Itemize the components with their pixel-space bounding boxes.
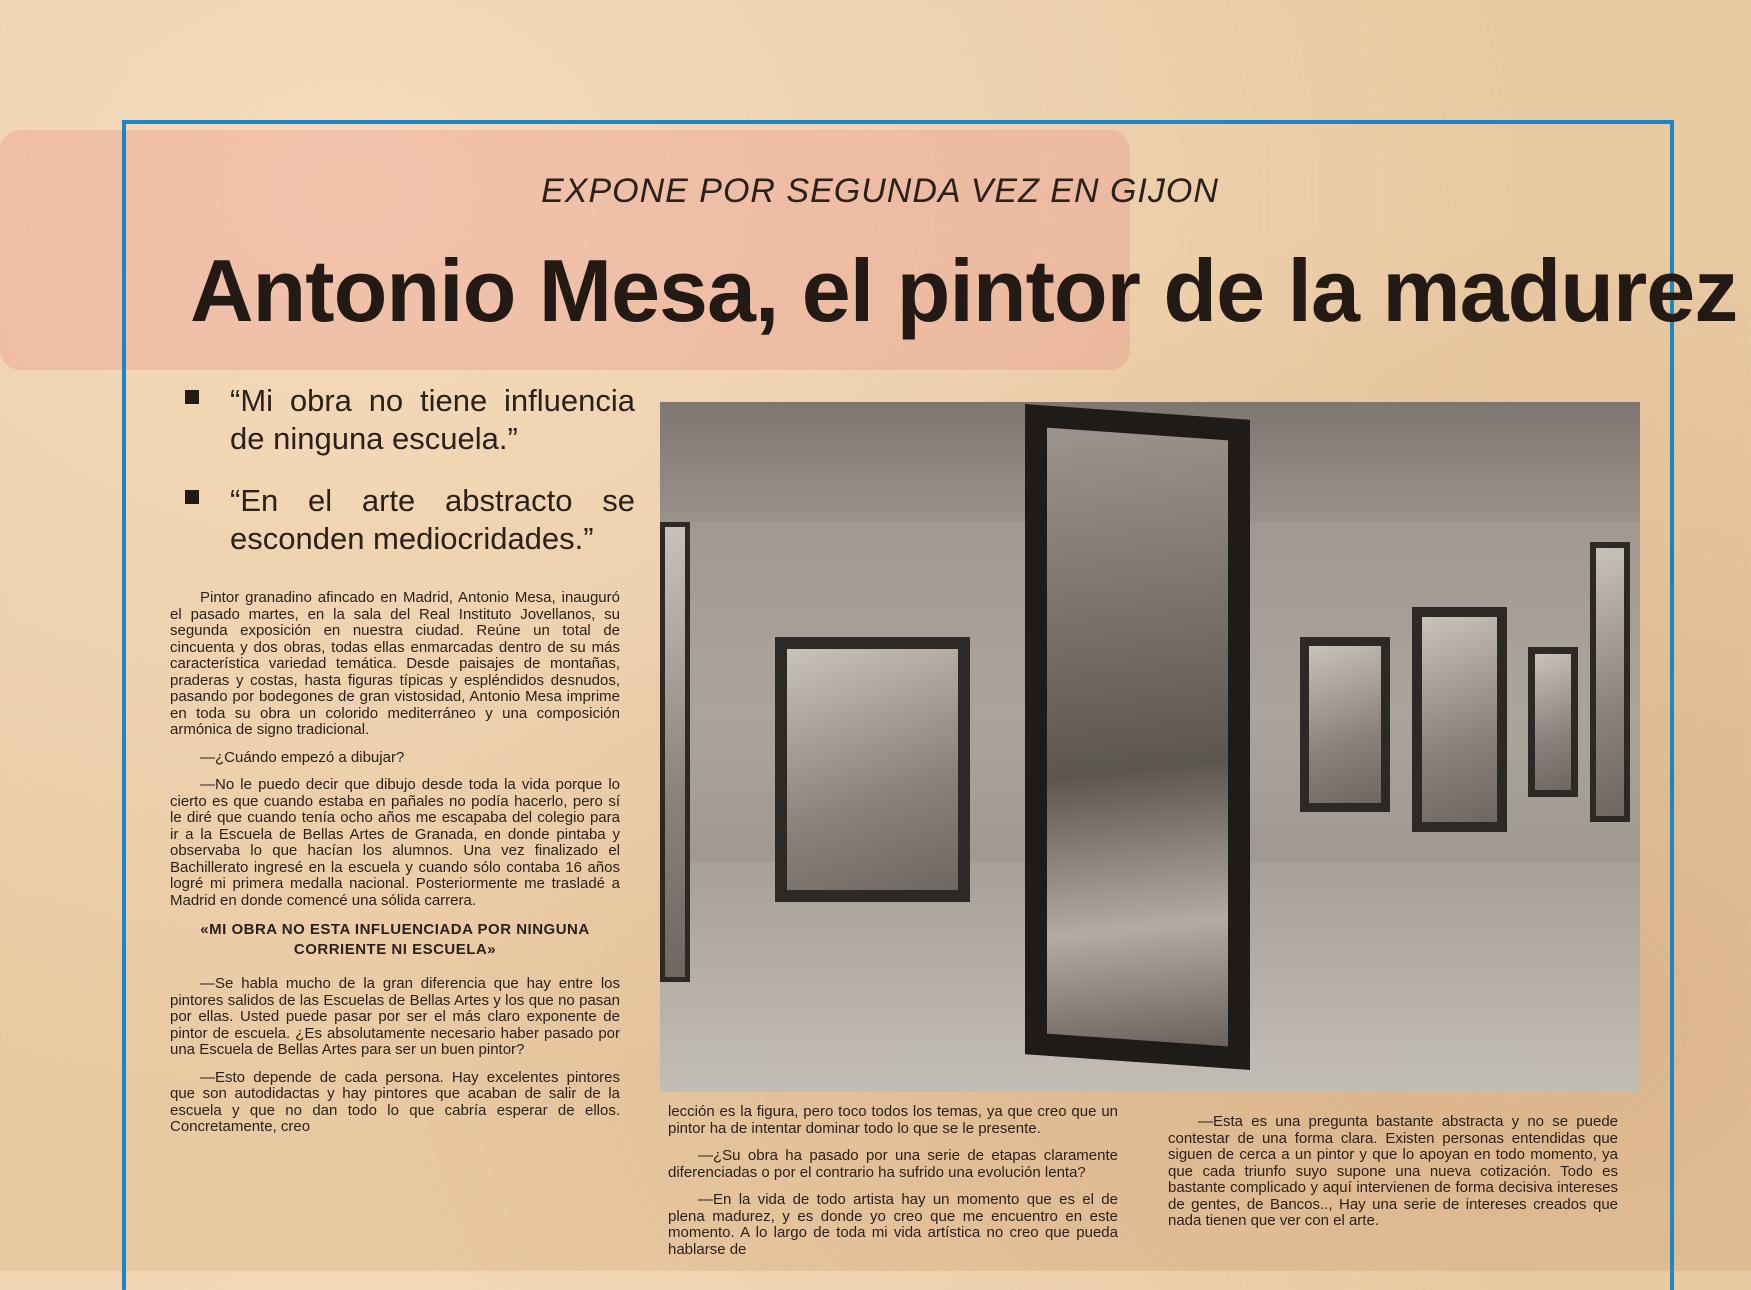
- article-column-2: [668, 1104, 1118, 1269]
- painting-frame: [660, 522, 690, 982]
- painting-frame: [1412, 607, 1507, 832]
- pull-quote-text: “En el arte abstracto se esconden mediocridades.”: [230, 483, 635, 556]
- section-subhead: «MI OBRA NO ESTA INFLUENCIADA POR NINGUNA CORRIENTE NI ESCUELA»: [200, 921, 590, 958]
- gallery-photo: [660, 402, 1640, 1092]
- headline: Antonio Mesa, el pintor de la madurez: [190, 241, 1738, 340]
- paragraph: —¿Su obra ha pasado por una serie de etapas claramente diferenciadas o por el contrario ha sufrido una evolución lenta?: [668, 1147, 1118, 1181]
- square-bullet-icon: [185, 490, 199, 504]
- painting-frame: [1300, 637, 1390, 812]
- article-column-1: [170, 590, 620, 1147]
- painting-frame: [1590, 542, 1630, 822]
- painting-frame-large: [1025, 404, 1250, 1070]
- painting-frame: [775, 637, 970, 902]
- kicker: EXPONE POR SEGUNDA VEZ EN GIJON: [541, 172, 1219, 210]
- article-column-3: [1168, 1114, 1618, 1241]
- paragraph: —Esta es una pregunta bastante abstracta y no se puede contestar de una forma clara. Existen personas entendidas que siguen de cerca a un pintor y que lo apoyan en todo momento, ya que cada triunfo suyo supone una nueva cotización. Todo es bastante complicado y aquí intervienen de forma decisiva intereses de gentes, de Bancos.., Hay una serie de intereses creados que nada tienen que ver con el arte.: [1168, 1113, 1618, 1229]
- pull-quotes: [175, 382, 635, 582]
- paragraph: —Se habla mucho de la gran diferencia que hay entre los pintores salidos de las Escuelas de Bellas Artes y los que no pasan por ellas. Usted puede pasar por ser el más claro exponente de pintor de escuela. ¿Es absolutamente necesario haber pasado por una Escuela de Bellas Artes para ser un buen pintor?: [170, 975, 620, 1058]
- paragraph: —No le puedo decir que dibujo desde toda la vida porque lo cierto es que cuando estaba en pañales no podía hacerlo, pero sí le diré que cuando tenía ocho años me escapaba del colegio para ir a la Escuela de Bellas Artes de Granada, en donde pintaba y observaba lo que hacían los alumnos. Una vez finalizado el Bachillerato ingresé en la escuela y cuando sólo contaba 16 años logré mi primera medalla nacional. Posteriormente me trasladé a Madrid en donde comencé una sólida carrera.: [170, 776, 620, 909]
- pull-quote: [175, 382, 635, 458]
- painting-frame: [1528, 647, 1578, 797]
- paragraph: —Esto depende de cada persona. Hay excelentes pintores que son autodidactas y hay pintores que acaban de salir de la escuela y que no dan todo lo que cabría esperar de ellos. Concretamente, creo: [170, 1068, 620, 1135]
- paragraph: Pintor granadino afincado en Madrid, Antonio Mesa, inauguró el pasado martes, en la sala del Real Instituto Jovellanos, su segunda exposición en nuestra ciudad. Reúne un total de cincuenta y dos obras, todas ellas enmarcadas dentro de su más característica variedad temática. Desde paisajes de montañas, praderas y costas, hasta figuras típicas y espléndidos desnudos, pasando por bodegones de gran vistosidad, Antonio Mesa imprime en toda su obra un colorido mediterráneo y una composición armónica de signo tradicional.: [170, 589, 620, 738]
- paragraph: —¿Cuándo empezó a dibujar?: [200, 748, 405, 766]
- square-bullet-icon: [185, 390, 199, 404]
- pull-quote: [175, 482, 635, 558]
- paragraph: lección es la figura, pero toco todos los temas, ya que creo que un pintor ha de intentar dominar todo lo que se le presente.: [668, 1103, 1118, 1137]
- paragraph: —En la vida de todo artista hay un momento que es el de plena madurez, y es donde yo creo que me encuentro en este momento. A lo largo de toda mi vida artística no creo que pueda hablarse de: [668, 1191, 1118, 1258]
- pull-quote-text: “Mi obra no tiene influencia de ninguna escuela.”: [230, 383, 635, 456]
